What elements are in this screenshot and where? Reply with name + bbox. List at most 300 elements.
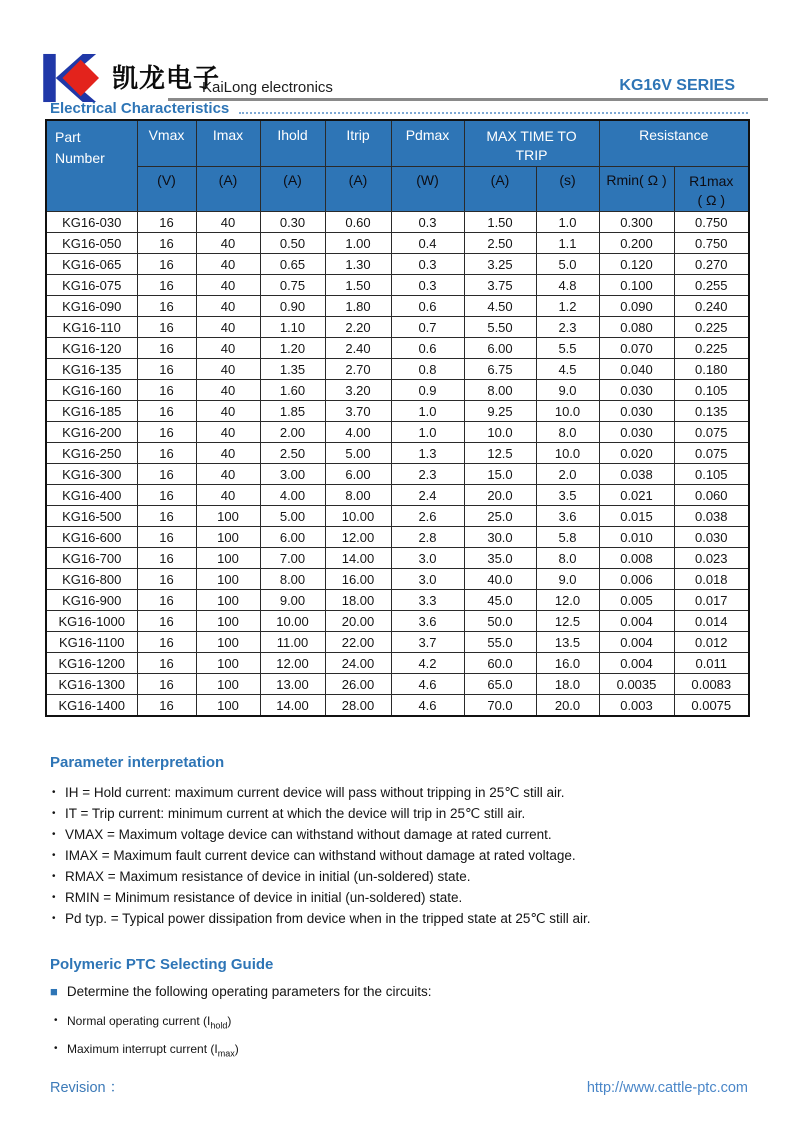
revision-label: Revision ：	[50, 1079, 125, 1096]
table-row	[46, 422, 749, 443]
parameter-bullet	[52, 887, 748, 908]
cell-itrip: 28.00	[325, 695, 391, 717]
cell-trip-current: 8.00	[464, 380, 536, 401]
cell-rmin: 0.006	[599, 569, 674, 590]
cell-imax: 100	[196, 674, 260, 695]
cell-rmin: 0.004	[599, 611, 674, 632]
electrical-characteristics-header	[45, 99, 748, 118]
table-row	[46, 695, 749, 717]
cell-part-number: KG16-1400	[46, 695, 137, 717]
table-row	[46, 254, 749, 275]
cell-trip-current: 3.25	[464, 254, 536, 275]
cell-imax: 100	[196, 569, 260, 590]
cell-rmin: 0.080	[599, 317, 674, 338]
cell-ihold: 6.00	[260, 527, 325, 548]
cell-trip-current: 70.0	[464, 695, 536, 717]
cell-imax: 40	[196, 275, 260, 296]
cell-pdmax: 4.6	[391, 695, 464, 717]
cell-pdmax: 3.6	[391, 611, 464, 632]
guide-bullet-text: Maximum interrupt current (I	[67, 1042, 218, 1057]
cell-vmax: 16	[137, 254, 196, 275]
cell-imax: 40	[196, 380, 260, 401]
cell-trip-current: 3.75	[464, 275, 536, 296]
cell-ihold: 7.00	[260, 548, 325, 569]
cell-vmax: 16	[137, 569, 196, 590]
cell-part-number: KG16-185	[46, 401, 137, 422]
page-content	[45, 99, 748, 1097]
cell-itrip: 1.50	[325, 275, 391, 296]
electrical-characteristics-table	[45, 119, 750, 717]
cell-pdmax: 1.3	[391, 443, 464, 464]
table-row	[46, 317, 749, 338]
cell-r1max: 0.060	[674, 485, 749, 506]
bullet-text: IMAX = Maximum fault current device can withstand without damage at rated voltage.	[65, 848, 576, 863]
cell-pdmax: 4.2	[391, 653, 464, 674]
cell-trip-current: 50.0	[464, 611, 536, 632]
cell-ihold: 5.00	[260, 506, 325, 527]
parameter-bullet	[52, 845, 748, 866]
table-row	[46, 506, 749, 527]
cell-trip-time: 2.3	[536, 317, 599, 338]
cell-part-number: KG16-075	[46, 275, 137, 296]
cell-trip-time: 20.0	[536, 695, 599, 717]
table-row	[46, 674, 749, 695]
cell-pdmax: 0.6	[391, 296, 464, 317]
cell-part-number: KG16-050	[46, 233, 137, 254]
cell-vmax: 16	[137, 506, 196, 527]
cell-pdmax: 0.9	[391, 380, 464, 401]
cell-rmin: 0.038	[599, 464, 674, 485]
cell-rmin: 0.300	[599, 212, 674, 233]
cell-part-number: KG16-400	[46, 485, 137, 506]
col-header-part-line2: Number	[55, 150, 105, 166]
cell-itrip: 1.80	[325, 296, 391, 317]
cell-trip-time: 16.0	[536, 653, 599, 674]
cell-ihold: 11.00	[260, 632, 325, 653]
unit-trip-current: (A)	[464, 167, 536, 212]
table-row	[46, 401, 749, 422]
cell-imax: 40	[196, 212, 260, 233]
company-name-chinese: 凯龙电子	[112, 64, 221, 94]
cell-ihold: 1.60	[260, 380, 325, 401]
cell-itrip: 8.00	[325, 485, 391, 506]
bullet-marker: •	[54, 1015, 58, 1026]
cell-pdmax: 3.3	[391, 590, 464, 611]
cell-ihold: 0.75	[260, 275, 325, 296]
cell-rmin: 0.090	[599, 296, 674, 317]
cell-trip-current: 4.50	[464, 296, 536, 317]
cell-ihold: 2.00	[260, 422, 325, 443]
cell-vmax: 16	[137, 695, 196, 717]
cell-part-number: KG16-1000	[46, 611, 137, 632]
table-row	[46, 443, 749, 464]
cell-r1max: 0.135	[674, 401, 749, 422]
parameter-bullet	[52, 824, 748, 845]
cell-rmin: 0.030	[599, 401, 674, 422]
cell-rmin: 0.021	[599, 485, 674, 506]
parameter-interpretation-section	[45, 753, 748, 929]
cell-ihold: 4.00	[260, 485, 325, 506]
cell-part-number: KG16-500	[46, 506, 137, 527]
cell-itrip: 18.00	[325, 590, 391, 611]
determine-line	[50, 984, 748, 999]
cell-trip-time: 5.8	[536, 527, 599, 548]
unit-rmin: Rmin( Ω )	[599, 167, 674, 212]
cell-trip-time: 12.0	[536, 590, 599, 611]
table-row	[46, 275, 749, 296]
table-row	[46, 359, 749, 380]
cell-ihold: 8.00	[260, 569, 325, 590]
cell-imax: 100	[196, 590, 260, 611]
cell-trip-current: 25.0	[464, 506, 536, 527]
cell-ihold: 2.50	[260, 443, 325, 464]
table-row	[46, 590, 749, 611]
cell-r1max: 0.255	[674, 275, 749, 296]
cell-pdmax: 2.8	[391, 527, 464, 548]
table-row	[46, 569, 749, 590]
col-header-itrip: Itrip	[325, 120, 391, 167]
cell-trip-current: 12.5	[464, 443, 536, 464]
company-name: KaiLong electronics	[202, 79, 333, 96]
cell-trip-time: 18.0	[536, 674, 599, 695]
unit-r1max-line1: R1max	[689, 173, 734, 189]
cell-trip-time: 9.0	[536, 569, 599, 590]
cell-r1max: 0.105	[674, 380, 749, 401]
cell-part-number: KG16-300	[46, 464, 137, 485]
unit-vmax: (V)	[137, 167, 196, 212]
cell-imax: 40	[196, 443, 260, 464]
cell-itrip: 26.00	[325, 674, 391, 695]
cell-vmax: 16	[137, 632, 196, 653]
cell-r1max: 0.0083	[674, 674, 749, 695]
square-bullet-icon: ■	[50, 984, 58, 999]
cell-pdmax: 0.3	[391, 212, 464, 233]
cell-trip-time: 8.0	[536, 422, 599, 443]
parameter-bullet	[52, 803, 748, 824]
col-header-part-line1: Part	[55, 129, 81, 145]
cell-pdmax: 2.6	[391, 506, 464, 527]
cell-r1max: 0.075	[674, 422, 749, 443]
cell-ihold: 0.30	[260, 212, 325, 233]
cell-trip-time: 9.0	[536, 380, 599, 401]
table-row	[46, 611, 749, 632]
cell-imax: 40	[196, 254, 260, 275]
section-title-electrical: Electrical Characteristics	[50, 100, 230, 117]
cell-imax: 100	[196, 611, 260, 632]
cell-rmin: 0.070	[599, 338, 674, 359]
cell-ihold: 14.00	[260, 695, 325, 717]
cell-rmin: 0.200	[599, 233, 674, 254]
cell-vmax: 16	[137, 275, 196, 296]
col-header-pdmax: Pdmax	[391, 120, 464, 167]
cell-ihold: 13.00	[260, 674, 325, 695]
cell-ihold: 10.00	[260, 611, 325, 632]
cell-ihold: 0.65	[260, 254, 325, 275]
cell-imax: 40	[196, 338, 260, 359]
guide-bullet-close: )	[234, 1042, 239, 1057]
unit-r1max	[674, 167, 749, 212]
cell-imax: 100	[196, 506, 260, 527]
cell-vmax: 16	[137, 422, 196, 443]
cell-itrip: 0.60	[325, 212, 391, 233]
cell-trip-time: 3.6	[536, 506, 599, 527]
cell-rmin: 0.120	[599, 254, 674, 275]
cell-trip-current: 1.50	[464, 212, 536, 233]
cell-trip-current: 30.0	[464, 527, 536, 548]
unit-trip-time: (s)	[536, 167, 599, 212]
cell-trip-time: 2.0	[536, 464, 599, 485]
cell-vmax: 16	[137, 212, 196, 233]
unit-imax: (A)	[196, 167, 260, 212]
cell-vmax: 16	[137, 527, 196, 548]
cell-itrip: 14.00	[325, 548, 391, 569]
cell-itrip: 1.30	[325, 254, 391, 275]
page-footer	[50, 1076, 748, 1097]
guide-bullet	[54, 1009, 748, 1037]
cell-vmax: 16	[137, 359, 196, 380]
cell-trip-current: 5.50	[464, 317, 536, 338]
cell-part-number: KG16-1200	[46, 653, 137, 674]
table-row	[46, 212, 749, 233]
cell-r1max: 0.011	[674, 653, 749, 674]
cell-vmax: 16	[137, 296, 196, 317]
cell-imax: 40	[196, 317, 260, 338]
cell-itrip: 1.00	[325, 233, 391, 254]
cell-trip-current: 65.0	[464, 674, 536, 695]
bullet-marker: •	[52, 892, 56, 903]
cell-vmax: 16	[137, 317, 196, 338]
guide-bullet-subscript: max	[217, 1048, 235, 1059]
cell-imax: 100	[196, 527, 260, 548]
section-title-parameter-interpretation: Parameter interpretation	[50, 754, 225, 771]
table-row	[46, 548, 749, 569]
cell-rmin: 0.005	[599, 590, 674, 611]
cell-vmax: 16	[137, 548, 196, 569]
cell-trip-time: 1.0	[536, 212, 599, 233]
col-header-part-number	[46, 120, 137, 212]
cell-part-number: KG16-1100	[46, 632, 137, 653]
cell-pdmax: 4.6	[391, 674, 464, 695]
cell-imax: 40	[196, 422, 260, 443]
cell-trip-current: 6.75	[464, 359, 536, 380]
cell-part-number: KG16-900	[46, 590, 137, 611]
section-title-ptc-guide: Polymeric PTC Selecting Guide	[50, 956, 274, 973]
cell-trip-current: 20.0	[464, 485, 536, 506]
dotted-rule	[239, 112, 748, 114]
cell-imax: 40	[196, 359, 260, 380]
series-label: KG16V SERIES	[619, 77, 735, 94]
cell-trip-current: 15.0	[464, 464, 536, 485]
cell-imax: 100	[196, 695, 260, 717]
cell-trip-time: 4.8	[536, 275, 599, 296]
cell-ihold: 0.90	[260, 296, 325, 317]
cell-part-number: KG16-600	[46, 527, 137, 548]
cell-rmin: 0.020	[599, 443, 674, 464]
cell-ihold: 3.00	[260, 464, 325, 485]
cell-rmin: 0.015	[599, 506, 674, 527]
table-row	[46, 632, 749, 653]
cell-ihold: 1.85	[260, 401, 325, 422]
cell-trip-time: 8.0	[536, 548, 599, 569]
cell-itrip: 3.70	[325, 401, 391, 422]
cell-vmax: 16	[137, 401, 196, 422]
bullet-text: RMIN = Minimum resistance of device in initial (un-soldered) state.	[65, 890, 463, 905]
unit-pdmax: (W)	[391, 167, 464, 212]
cell-vmax: 16	[137, 233, 196, 254]
cell-ihold: 1.10	[260, 317, 325, 338]
guide-bullet-subscript: hold	[210, 1020, 228, 1031]
cell-imax: 40	[196, 401, 260, 422]
max-time-line2: TRIP	[515, 147, 548, 163]
max-time-line1: MAX TIME TO	[486, 128, 577, 144]
cell-r1max: 0.018	[674, 569, 749, 590]
table-row	[46, 527, 749, 548]
table-row	[46, 485, 749, 506]
cell-itrip: 20.00	[325, 611, 391, 632]
cell-itrip: 2.20	[325, 317, 391, 338]
cell-part-number: KG16-1300	[46, 674, 137, 695]
cell-ihold: 0.50	[260, 233, 325, 254]
cell-vmax: 16	[137, 464, 196, 485]
col-header-resistance: Resistance	[599, 120, 749, 167]
bullet-text: RMAX = Maximum resistance of device in initial (un-soldered) state.	[65, 869, 471, 884]
cell-imax: 100	[196, 653, 260, 674]
cell-rmin: 0.030	[599, 422, 674, 443]
cell-r1max: 0.030	[674, 527, 749, 548]
determine-text: Determine the following operating parameters for the circuits:	[66, 984, 432, 999]
cell-itrip: 6.00	[325, 464, 391, 485]
cell-trip-current: 55.0	[464, 632, 536, 653]
ptc-selecting-guide-section	[45, 955, 748, 1066]
bullet-marker: •	[52, 871, 56, 882]
cell-r1max: 0.017	[674, 590, 749, 611]
table-row	[46, 464, 749, 485]
cell-itrip: 24.00	[325, 653, 391, 674]
website-link[interactable]: http://www.cattle-ptc.com	[586, 1079, 748, 1096]
cell-itrip: 22.00	[325, 632, 391, 653]
cell-itrip: 16.00	[325, 569, 391, 590]
unit-ihold: (A)	[260, 167, 325, 212]
bullet-text: Pd typ. = Typical power dissipation from device when in the tripped state at 25℃ still air.	[65, 911, 591, 926]
cell-imax: 100	[196, 632, 260, 653]
cell-vmax: 16	[137, 653, 196, 674]
cell-itrip: 5.00	[325, 443, 391, 464]
cell-pdmax: 1.0	[391, 401, 464, 422]
bullet-marker: •	[52, 829, 56, 840]
cell-imax: 100	[196, 548, 260, 569]
cell-pdmax: 0.4	[391, 233, 464, 254]
cell-vmax: 16	[137, 590, 196, 611]
cell-part-number: KG16-135	[46, 359, 137, 380]
cell-trip-time: 12.5	[536, 611, 599, 632]
bullet-marker: •	[52, 850, 56, 861]
cell-rmin: 0.100	[599, 275, 674, 296]
cell-itrip: 4.00	[325, 422, 391, 443]
cell-pdmax: 0.6	[391, 338, 464, 359]
cell-vmax: 16	[137, 443, 196, 464]
guide-bullet-text: Normal operating current (I	[67, 1014, 211, 1028]
cell-itrip: 2.40	[325, 338, 391, 359]
cell-rmin: 0.004	[599, 632, 674, 653]
unit-itrip: (A)	[325, 167, 391, 212]
cell-itrip: 3.20	[325, 380, 391, 401]
cell-r1max: 0.240	[674, 296, 749, 317]
unit-r1max-line2: ( Ω )	[697, 192, 726, 208]
col-header-imax: Imax	[196, 120, 260, 167]
cell-ihold: 12.00	[260, 653, 325, 674]
cell-itrip: 10.00	[325, 506, 391, 527]
col-header-ihold: Ihold	[260, 120, 325, 167]
cell-rmin: 0.010	[599, 527, 674, 548]
cell-ihold: 1.20	[260, 338, 325, 359]
cell-pdmax: 3.0	[391, 548, 464, 569]
table-row	[46, 296, 749, 317]
cell-r1max: 0.750	[674, 233, 749, 254]
cell-trip-time: 10.0	[536, 443, 599, 464]
cell-trip-time: 10.0	[536, 401, 599, 422]
cell-trip-current: 45.0	[464, 590, 536, 611]
cell-part-number: KG16-200	[46, 422, 137, 443]
cell-imax: 40	[196, 485, 260, 506]
cell-r1max: 0.225	[674, 338, 749, 359]
cell-trip-current: 35.0	[464, 548, 536, 569]
cell-pdmax: 2.4	[391, 485, 464, 506]
cell-pdmax: 0.7	[391, 317, 464, 338]
cell-r1max: 0.750	[674, 212, 749, 233]
col-header-vmax: Vmax	[137, 120, 196, 167]
cell-r1max: 0.014	[674, 611, 749, 632]
cell-r1max: 0.038	[674, 506, 749, 527]
cell-trip-current: 2.50	[464, 233, 536, 254]
cell-r1max: 0.0075	[674, 695, 749, 717]
cell-pdmax: 0.3	[391, 275, 464, 296]
cell-vmax: 16	[137, 674, 196, 695]
cell-trip-time: 3.5	[536, 485, 599, 506]
table-row	[46, 380, 749, 401]
cell-part-number: KG16-120	[46, 338, 137, 359]
cell-part-number: KG16-700	[46, 548, 137, 569]
cell-trip-current: 10.0	[464, 422, 536, 443]
cell-itrip: 2.70	[325, 359, 391, 380]
cell-r1max: 0.180	[674, 359, 749, 380]
cell-trip-time: 5.0	[536, 254, 599, 275]
cell-trip-time: 1.2	[536, 296, 599, 317]
parameter-bullet	[52, 908, 748, 929]
cell-rmin: 0.030	[599, 380, 674, 401]
cell-trip-current: 40.0	[464, 569, 536, 590]
cell-ihold: 9.00	[260, 590, 325, 611]
cell-pdmax: 2.3	[391, 464, 464, 485]
cell-pdmax: 3.7	[391, 632, 464, 653]
cell-part-number: KG16-160	[46, 380, 137, 401]
cell-rmin: 0.0035	[599, 674, 674, 695]
cell-rmin: 0.003	[599, 695, 674, 717]
guide-bullet	[54, 1037, 748, 1065]
cell-ihold: 1.35	[260, 359, 325, 380]
cell-r1max: 0.105	[674, 464, 749, 485]
cell-part-number: KG16-065	[46, 254, 137, 275]
kailong-logo-icon	[42, 53, 106, 103]
cell-r1max: 0.012	[674, 632, 749, 653]
cell-vmax: 16	[137, 485, 196, 506]
cell-trip-time: 13.5	[536, 632, 599, 653]
bullet-text: IH = Hold current: maximum current device will pass without tripping in 25℃ still air.	[65, 785, 565, 800]
cell-part-number: KG16-800	[46, 569, 137, 590]
table-row	[46, 233, 749, 254]
cell-pdmax: 0.3	[391, 254, 464, 275]
cell-imax: 40	[196, 296, 260, 317]
cell-part-number: KG16-250	[46, 443, 137, 464]
